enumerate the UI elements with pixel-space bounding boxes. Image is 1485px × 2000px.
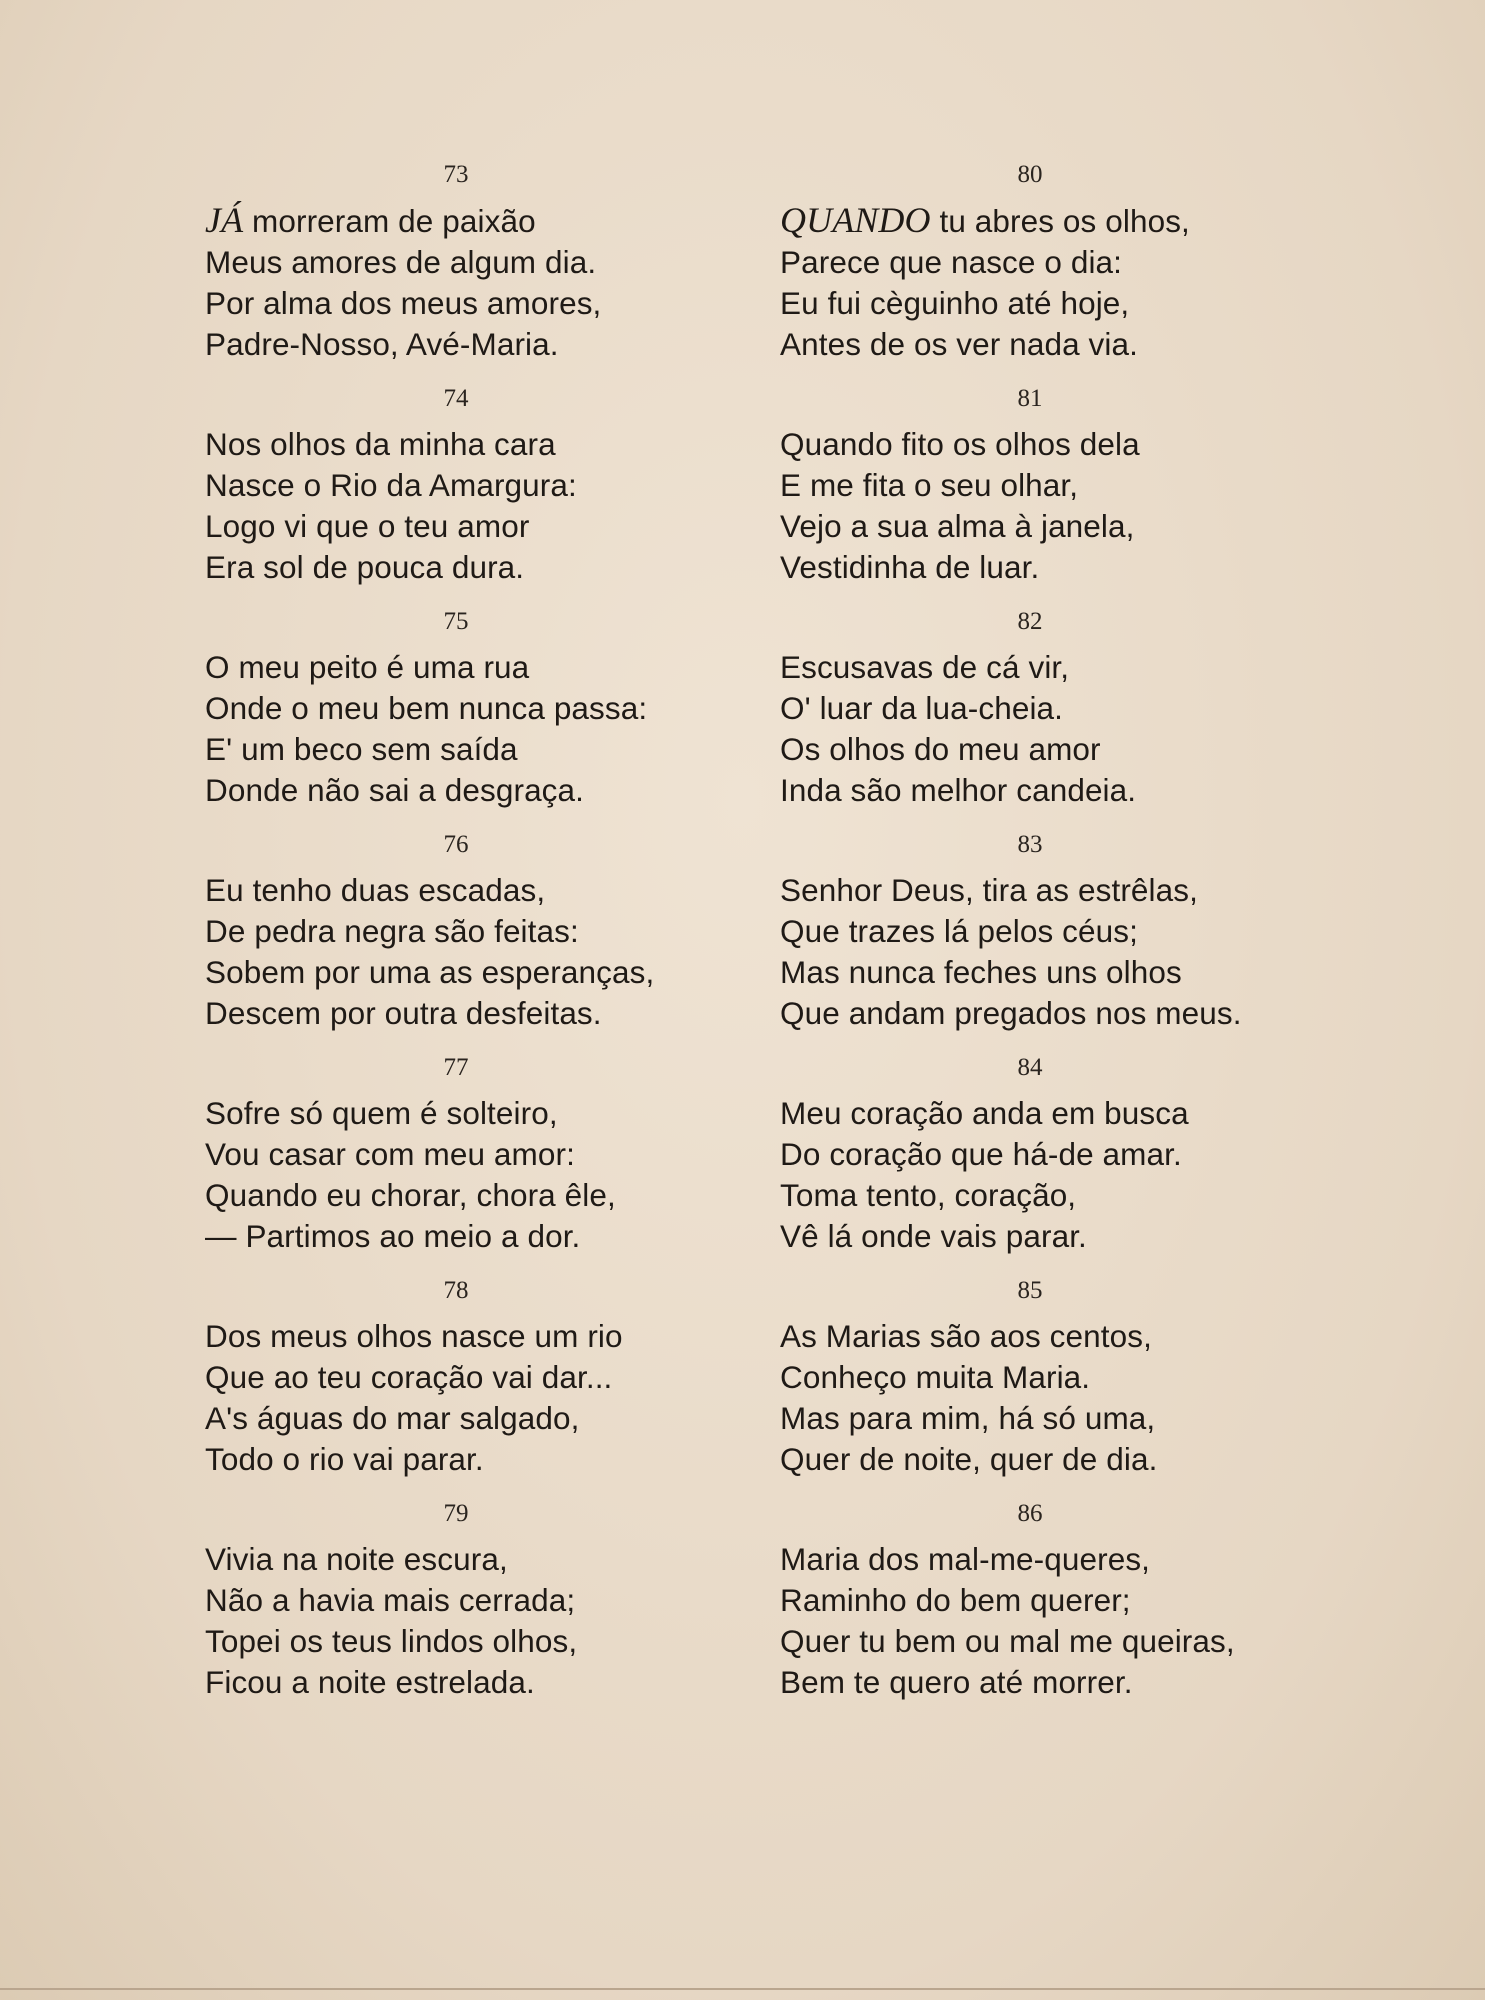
verse-line: Sofre só quem é solteiro,: [205, 1095, 558, 1131]
verse-line: Que andam pregados nos meus.: [780, 995, 1242, 1031]
verse-line: Não a havia mais cerrada;: [205, 1582, 576, 1618]
verse-line: Mas para mim, há só uma,: [780, 1400, 1156, 1436]
verse-line: Nasce o Rio da Amargura:: [205, 467, 577, 503]
verse-line: De pedra negra são feitas:: [205, 913, 579, 949]
verse-line: Por alma dos meus amores,: [205, 285, 602, 321]
drop-cap: JÁ: [205, 200, 244, 240]
quatrain-81: [780, 384, 1300, 588]
quatrain-number: 81: [1017, 385, 1043, 412]
quatrain-number: 74: [443, 385, 469, 412]
quatrain-number: 79: [443, 1500, 469, 1527]
quatrain-number: 75: [443, 608, 469, 635]
verse-line: Eu tenho duas escadas,: [205, 872, 546, 908]
quatrain-80: [780, 160, 1300, 365]
quatrain-number: 78: [443, 1277, 469, 1304]
verse-line: Toma tento, coração,: [780, 1177, 1077, 1213]
verse-line: Descem por outra desfeitas.: [205, 995, 602, 1031]
verse-line: Inda são melhor candeia.: [780, 772, 1137, 808]
quatrain-86: [780, 1499, 1300, 1703]
quatrain-number: 80: [1017, 161, 1043, 188]
verse-line: Onde o meu bem nunca passa:: [205, 690, 648, 726]
quatrain-78: [205, 1276, 725, 1480]
verse-line: Dos meus olhos nasce um rio: [205, 1318, 623, 1354]
verse-line: Padre-Nosso, Avé-Maria.: [205, 326, 559, 362]
verse-line: Parece que nasce o dia:: [780, 244, 1123, 280]
verse-line: Raminho do bem querer;: [780, 1582, 1131, 1618]
quatrain-85: [780, 1276, 1300, 1480]
verse-line: Quer de noite, quer de dia.: [780, 1441, 1158, 1477]
quatrain-number: 83: [1017, 831, 1043, 858]
verse-line: — Partimos ao meio a dor.: [205, 1218, 581, 1254]
quatrain-number: 82: [1017, 608, 1043, 635]
verse-line: Maria dos mal-me-queres,: [780, 1541, 1151, 1577]
quatrain-73: [205, 160, 725, 365]
verse-line: Vestidinha de luar.: [780, 549, 1040, 585]
verse-line: A's águas do mar salgado,: [205, 1400, 580, 1436]
verse-line: Vivia na noite escura,: [205, 1541, 508, 1577]
quatrain-74: [205, 384, 725, 588]
verse-line: Topei os teus lindos olhos,: [205, 1623, 578, 1659]
drop-cap: QUANDO: [780, 200, 931, 240]
verse-line: Que ao teu coração vai dar...: [205, 1359, 613, 1395]
verse-line: Sobem por uma as esperanças,: [205, 954, 655, 990]
verse-line: O meu peito é uma rua: [205, 649, 530, 685]
verse-line: O' luar da lua-cheia.: [780, 690, 1064, 726]
verse-line-text: morreram de paixão: [243, 203, 536, 239]
verse-line: Eu fui cèguinho até hoje,: [780, 285, 1130, 321]
verse-line: Vejo a sua alma à janela,: [780, 508, 1135, 544]
verse-line: Donde não sai a desgraça.: [205, 772, 585, 808]
quatrain-number: 73: [443, 161, 469, 188]
verse-line: Quando eu chorar, chora êle,: [205, 1177, 616, 1213]
quatrain-79: [205, 1499, 725, 1703]
verse-line: Vê lá onde vais parar.: [780, 1218, 1087, 1254]
quatrain-number: 84: [1017, 1054, 1043, 1081]
verse-line: Quando fito os olhos dela: [780, 426, 1140, 462]
quatrain-number: 85: [1017, 1277, 1043, 1304]
verse-line: Era sol de pouca dura.: [205, 549, 525, 585]
verse-line: Do coração que há-de amar.: [780, 1136, 1182, 1172]
verse-line: Todo o rio vai parar.: [205, 1441, 484, 1477]
verse-line: Antes de os ver nada via.: [780, 326, 1138, 362]
quatrain-number: 76: [443, 831, 469, 858]
verse-line: Conheço muita Maria.: [780, 1359, 1091, 1395]
verse-line: Meus amores de algum dia.: [205, 244, 597, 280]
verse-line: [780, 200, 1300, 242]
verse-line: Ficou a noite estrelada.: [205, 1664, 535, 1700]
verse-line: Escusavas de cá vir,: [780, 649, 1070, 685]
verse-line: Bem te quero até morrer.: [780, 1664, 1133, 1700]
verse-line: E me fita o seu olhar,: [780, 467, 1079, 503]
verse-line: Os olhos do meu amor: [780, 731, 1101, 767]
quatrain-84: [780, 1053, 1300, 1257]
verse-line: Mas nunca feches uns olhos: [780, 954, 1182, 990]
verse-line: Quer tu bem ou mal me queiras,: [780, 1623, 1235, 1659]
quatrain-number: 77: [443, 1054, 469, 1081]
verse-line: Vou casar com meu amor:: [205, 1136, 575, 1172]
verse-line: E' um beco sem saída: [205, 731, 518, 767]
verse-line: Que trazes lá pelos céus;: [780, 913, 1138, 949]
verse-line: As Marias são aos centos,: [780, 1318, 1152, 1354]
verse-line: Logo vi que o teu amor: [205, 508, 530, 544]
verse-line: [205, 200, 725, 242]
quatrain-77: [205, 1053, 725, 1257]
quatrain-75: [205, 607, 725, 811]
verse-line: Meu coração anda em busca: [780, 1095, 1189, 1131]
quatrain-82: [780, 607, 1300, 811]
verse-line: Nos olhos da minha cara: [205, 426, 556, 462]
verse-line-text: tu abres os olhos,: [930, 203, 1190, 239]
left-column: [205, 160, 725, 1722]
verse-line: Senhor Deus, tira as estrêlas,: [780, 872, 1198, 908]
quatrain-76: [205, 830, 725, 1034]
page-bottom-edge: [0, 1988, 1485, 1990]
quatrain-83: [780, 830, 1300, 1034]
quatrain-number: 86: [1017, 1500, 1043, 1527]
right-column: [780, 160, 1300, 1722]
